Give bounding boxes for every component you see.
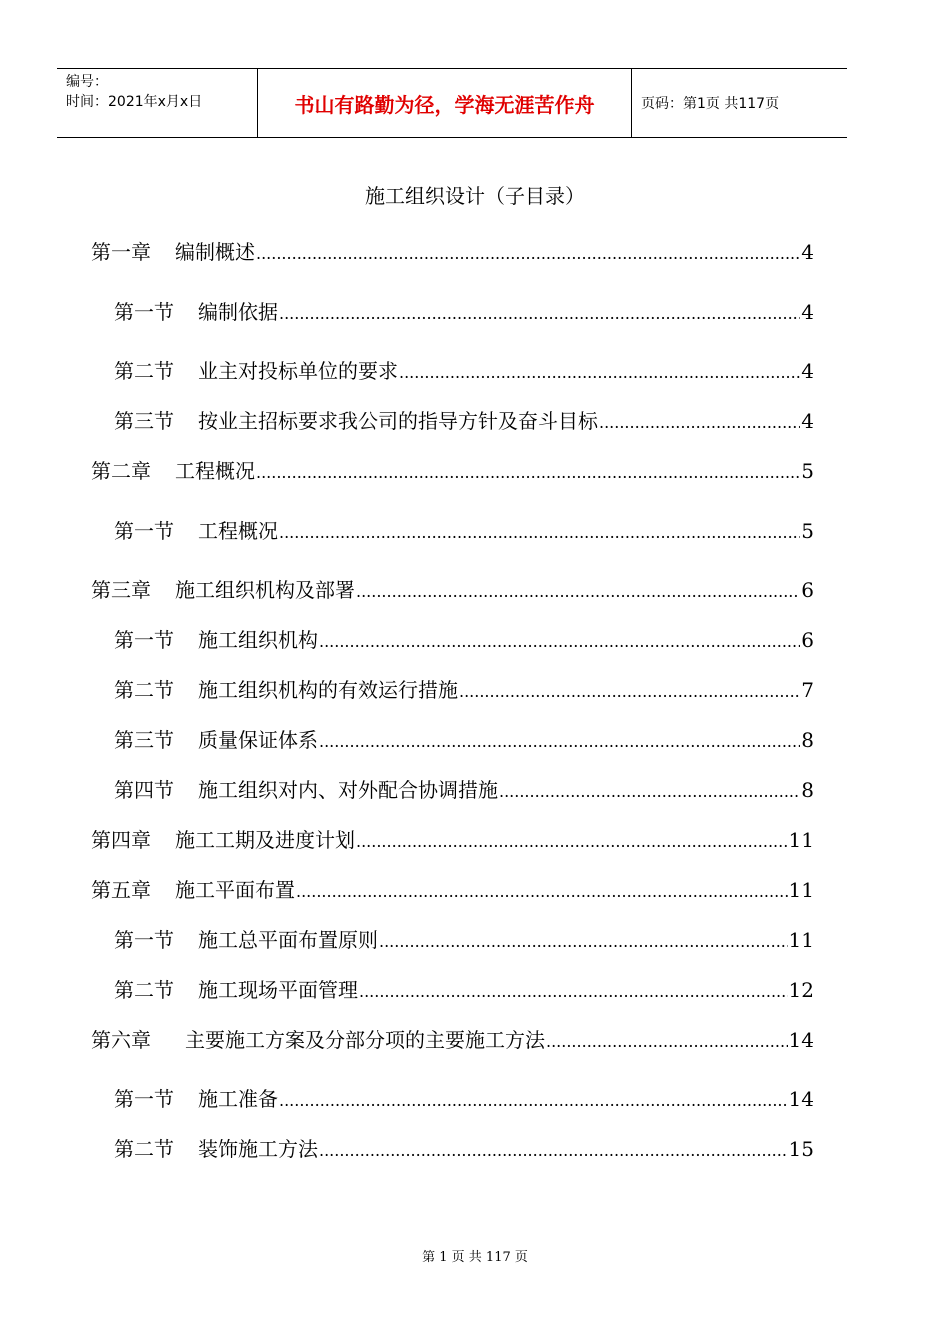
toc-page-number: 5: [801, 519, 814, 543]
toc-section-row[interactable]: [91, 620, 814, 660]
toc-number: 第二节: [114, 1137, 174, 1161]
toc-title: 施工现场平面管理: [198, 978, 358, 1002]
toc-title: 施工平面布置: [175, 878, 295, 902]
toc-page-number: 5: [801, 459, 814, 483]
toc-chapter-row[interactable]: [91, 451, 814, 491]
toc-chapter-row[interactable]: [91, 820, 814, 860]
toc-page-number: 4: [801, 300, 814, 324]
number-label: 编号：: [66, 74, 108, 90]
toc-number: 第二章: [91, 459, 151, 483]
toc-title: 施工工期及进度计划: [175, 828, 355, 852]
toc-title: 施工准备: [198, 1087, 278, 1111]
toc-leader-dots: [599, 403, 800, 443]
page-header: [57, 68, 847, 138]
document-title: 施工组织设计（子目录）: [365, 184, 585, 208]
toc-number: 第二节: [114, 978, 174, 1002]
toc-section-row[interactable]: [91, 670, 814, 710]
toc-number: 第二节: [114, 678, 174, 702]
toc-leader-dots: [319, 722, 800, 762]
header-page-info: 页码：第1页 共117页: [641, 96, 780, 112]
toc-section-row[interactable]: [91, 511, 814, 551]
toc-number: 第四节: [114, 778, 174, 802]
toc-page-number: 14: [788, 1028, 814, 1052]
toc-leader-dots: [546, 1022, 788, 1062]
toc-chapter-row[interactable]: [91, 870, 814, 910]
toc-leader-dots: [279, 513, 800, 553]
toc-page-number: 12: [788, 978, 814, 1002]
toc-leader-dots: [356, 822, 788, 862]
toc-number: 第一章: [91, 240, 151, 264]
table-of-contents: [91, 232, 814, 1179]
toc-page-number: 7: [801, 678, 814, 702]
toc-number: 第三节: [114, 728, 174, 752]
toc-page-number: 8: [801, 778, 814, 802]
page-footer: 第 1 页 共 117 页: [422, 1250, 528, 1265]
toc-section-row[interactable]: [91, 920, 814, 960]
header-meta: [57, 69, 258, 137]
toc-page-number: 15: [788, 1137, 814, 1161]
toc-leader-dots: [256, 234, 800, 274]
toc-section-row[interactable]: [91, 1129, 814, 1169]
toc-page-number: 11: [788, 928, 814, 952]
toc-page-number: 6: [801, 578, 814, 602]
toc-number: 第一节: [114, 519, 174, 543]
toc-leader-dots: [296, 872, 788, 912]
toc-chapter-row[interactable]: [91, 1020, 814, 1060]
toc-leader-dots: [356, 572, 800, 612]
toc-title: 施工组织机构的有效运行措施: [198, 678, 458, 702]
toc-title: 施工组织机构: [198, 628, 318, 652]
toc-chapter-row[interactable]: [91, 232, 814, 272]
toc-leader-dots: [459, 672, 800, 712]
toc-section-row[interactable]: [91, 351, 814, 391]
toc-number: 第一节: [114, 300, 174, 324]
toc-section-row[interactable]: [91, 770, 814, 810]
toc-page-number: 11: [788, 828, 814, 852]
toc-title: 施工组织机构及部署: [175, 578, 355, 602]
toc-page-number: 14: [788, 1087, 814, 1111]
toc-leader-dots: [256, 453, 800, 493]
toc-number: 第五章: [91, 878, 151, 902]
toc-page-number: 4: [801, 409, 814, 433]
toc-page-number: 4: [801, 359, 814, 383]
toc-page-number: 8: [801, 728, 814, 752]
toc-leader-dots: [279, 294, 800, 334]
toc-section-row[interactable]: [91, 970, 814, 1010]
toc-title: 施工组织对内、对外配合协调措施: [198, 778, 498, 802]
toc-title: 主要施工方案及分部分项的主要施工方法: [185, 1028, 545, 1052]
toc-section-row[interactable]: [91, 1079, 814, 1119]
toc-leader-dots: [319, 1131, 788, 1171]
toc-title: 质量保证体系: [198, 728, 318, 752]
toc-number: 第三节: [114, 409, 174, 433]
toc-page-number: 11: [788, 878, 814, 902]
toc-section-row[interactable]: [91, 292, 814, 332]
toc-title: 编制概述: [175, 240, 255, 264]
toc-leader-dots: [379, 922, 788, 962]
toc-leader-dots: [319, 622, 800, 662]
toc-number: 第一节: [114, 928, 174, 952]
toc-page-number: 6: [801, 628, 814, 652]
toc-number: 第六章: [91, 1028, 151, 1052]
toc-section-row[interactable]: [91, 401, 814, 441]
toc-number: 第三章: [91, 578, 151, 602]
toc-title: 工程概况: [198, 519, 278, 543]
toc-leader-dots: [399, 353, 800, 393]
toc-leader-dots: [499, 772, 800, 812]
toc-section-row[interactable]: [91, 720, 814, 760]
toc-chapter-row[interactable]: [91, 570, 814, 610]
toc-leader-dots: [279, 1081, 788, 1121]
header-motto: 书山有路勤为径，学海无涯苦作舟: [258, 69, 632, 137]
toc-leader-dots: [359, 972, 788, 1012]
toc-title: 工程概况: [175, 459, 255, 483]
toc-number: 第一节: [114, 1087, 174, 1111]
toc-title: 业主对投标单位的要求: [198, 359, 398, 383]
toc-number: 第二节: [114, 359, 174, 383]
toc-number: 第四章: [91, 828, 151, 852]
toc-page-number: 4: [801, 240, 814, 264]
time-label: 时间：2021年x月x日: [66, 94, 203, 110]
toc-title: 编制依据: [198, 300, 278, 324]
toc-title: 按业主招标要求我公司的指导方针及奋斗目标: [198, 409, 598, 433]
toc-number: 第一节: [114, 628, 174, 652]
toc-title: 装饰施工方法: [198, 1137, 318, 1161]
toc-title: 施工总平面布置原则: [198, 928, 378, 952]
